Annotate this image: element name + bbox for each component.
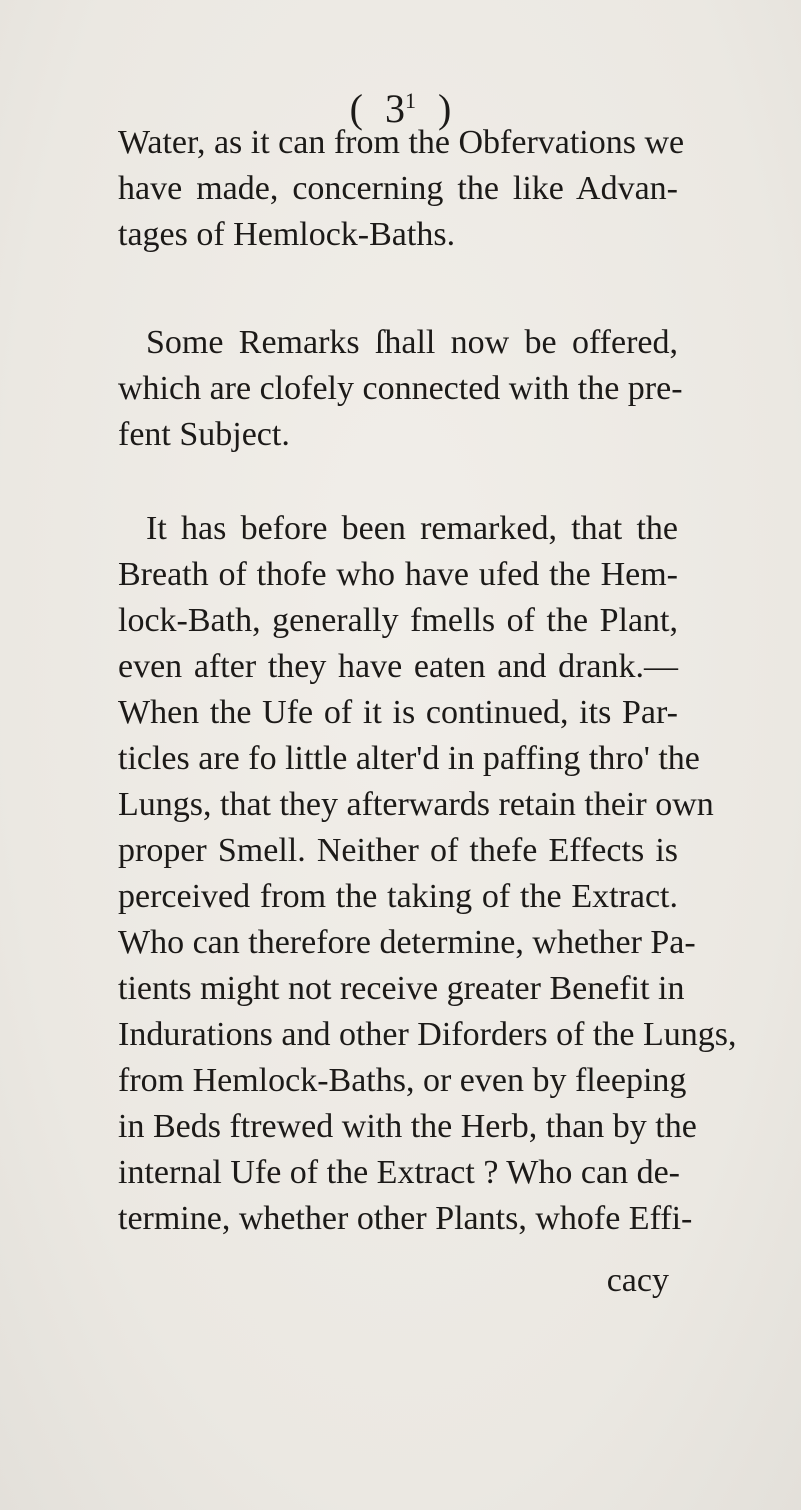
text-line: When the Ufe of it is continued, its Par-: [118, 694, 678, 731]
text-line: lock-Bath, generally fmells of the Plant,: [118, 602, 678, 639]
paragraph-1: [118, 120, 685, 258]
text-line: Who can therefore determine, whether Pa-: [118, 924, 696, 961]
text-line: fent Subject.: [118, 416, 290, 453]
text-line: Indurations and other Diforders of the Lungs,: [118, 1016, 737, 1053]
text-line: in Beds ftrewed with the Herb, than by the: [118, 1108, 697, 1145]
text-line: from Hemlock-Baths, or even by fleeping: [118, 1062, 687, 1099]
text-line: ticles are fo little alter'd in paffing thro' the: [118, 740, 700, 777]
text-line: tages of Hemlock-Baths.: [118, 216, 456, 253]
text-line: internal Ufe of the Extract ? Who can de-: [118, 1154, 680, 1191]
text-line: Lungs, that they afterwards retain their own: [118, 786, 714, 823]
catchword: cacy: [606, 1262, 669, 1299]
page-number-main: 3: [385, 86, 405, 131]
text-line: Breath of thofe who have ufed the Hem-: [118, 556, 678, 593]
open-parenthesis: (: [349, 86, 363, 131]
paragraph-3: [118, 506, 737, 1242]
paragraph-2: [118, 320, 683, 458]
close-parenthesis: ): [438, 86, 452, 131]
text-line: Some Remarks ſhall now be offered,: [146, 324, 678, 361]
text-line: even after they have eaten and drank.—: [118, 648, 678, 685]
text-line: which are clofely connected with the pre-: [118, 370, 683, 407]
text-line: It has before been remarked, that the: [146, 510, 678, 547]
text-line: proper Smell. Neither of thefe Effects is: [118, 832, 678, 869]
text-line: perceived from the taking of the Extract.: [118, 878, 678, 915]
text-line: tients might not receive greater Benefit in: [118, 970, 685, 1007]
page-number-sup: 1: [405, 88, 416, 113]
text-line: termine, whether other Plants, whofe Effi-: [118, 1200, 693, 1237]
text-line: Water, as it can from the Obfervations we: [118, 124, 685, 161]
text-line: have made, concerning the like Advan-: [118, 170, 678, 207]
